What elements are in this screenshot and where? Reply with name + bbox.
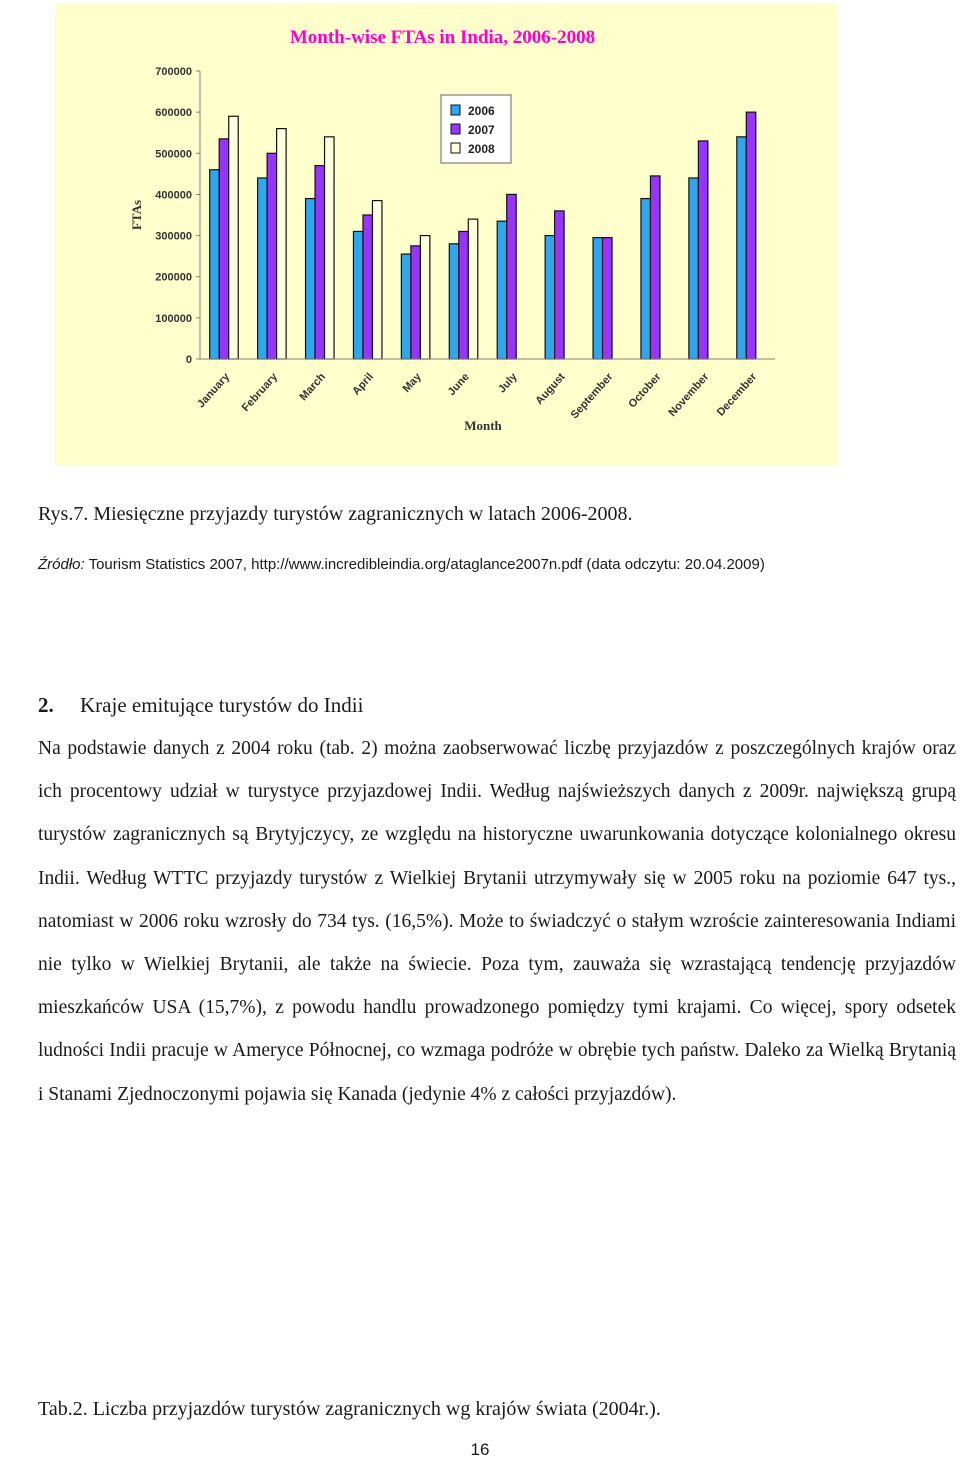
bar-2006-january	[210, 170, 220, 359]
paragraph-line: 4% z całości przyjazdów).	[470, 1083, 677, 1105]
bar-2006-july	[497, 221, 507, 359]
bar-2008-january	[229, 116, 239, 359]
chart-title: Month-wise FTAs in India, 2006-2008	[289, 27, 596, 48]
legend-label-2008: 2008	[468, 142, 495, 156]
bar-2006-june	[449, 244, 459, 359]
bar-2007-january	[219, 139, 229, 359]
y-tick-label: 700000	[155, 66, 192, 78]
paragraph-line: Brytyjczycy, ze względu na historyczne uwarunkowania dotyczące kolonialnego okresu	[255, 824, 957, 846]
y-tick-label: 100000	[155, 312, 192, 325]
paragraph-line: roku na poziomie 647 tys., natomiast w 2006 roku wzrosły do 734 tys. (16,5%). Może to	[38, 867, 957, 932]
bar-2006-december	[737, 137, 747, 359]
bar-2007-august	[555, 211, 565, 359]
x-tick-label: September	[568, 370, 616, 422]
y-tick-label: 200000	[155, 271, 192, 284]
source-text: Tourism Statistics 2007, http://www.incredibleindia.org/ataglance2007n.pdf (data odczytu: 20.04.2009)	[84, 556, 765, 573]
x-tick-label: May	[400, 370, 424, 395]
bar-2007-july	[507, 194, 517, 359]
bar-2007-september	[603, 238, 613, 359]
bar-2006-march	[306, 199, 316, 359]
x-axis-label: Month	[464, 418, 502, 433]
x-tick-label: November	[666, 370, 712, 419]
y-tick-label: 300000	[155, 230, 192, 243]
bar-2006-november	[689, 178, 699, 359]
paragraph-line: poszczególnych krajów oraz ich procentowy udział w turystyce przyjazdowej Indii.	[38, 738, 957, 803]
bar-2006-february	[258, 178, 268, 359]
paragraph-line: państw. Daleko za Wielką Brytanią i Stanami Zjednoczonymi pojawia się Kanada (jedynie	[38, 1040, 956, 1105]
x-tick-label: August	[533, 370, 568, 408]
paragraph-line: świadczyć o stałym wzroście zainteresowania Indiami nie tylko w Wielkiej Brytanii, ale	[38, 910, 956, 976]
paragraph-line: Według najświeższych danych z 2009r. największą grupą turystów zagranicznych są	[38, 781, 956, 846]
section-number: 2.	[38, 693, 54, 717]
bar-2006-september	[593, 238, 603, 359]
x-tick-label: October	[626, 370, 664, 411]
bar-2008-february	[277, 129, 287, 359]
section-heading	[38, 693, 363, 718]
legend-swatch-2007	[451, 124, 460, 134]
bar-2006-may	[401, 254, 411, 359]
paragraph-line: także na świecie. Poza tym, zauważa się wzrastającą tendencję przyjazdów mieszkańców	[38, 954, 956, 1019]
bar-2008-june	[468, 219, 478, 359]
legend-label-2006: 2006	[468, 104, 495, 118]
x-tick-label: December	[714, 370, 760, 419]
chart-figure	[55, 3, 838, 466]
page-number: 16	[470, 1440, 490, 1459]
x-tick-label: January	[195, 370, 233, 411]
bar-2007-november	[698, 141, 708, 359]
y-tick-label: 0	[185, 354, 192, 366]
y-tick-label: 600000	[155, 107, 192, 120]
bar-2007-february	[267, 153, 277, 359]
bar-2008-april	[372, 201, 382, 359]
paragraph-line: USA (15,7%), z powodu handlu prowadzonego pomiędzy tymi krajami. Co więcej, spory	[152, 997, 889, 1019]
figure-source	[38, 556, 765, 573]
paragraph-line: odsetek ludności Indii pracuje w Ameryce Północnej, co wzmaga podróże w obrębie tych	[38, 997, 956, 1062]
bar-2007-october	[650, 176, 660, 359]
bar-2007-december	[746, 112, 756, 359]
x-tick-label: April	[350, 370, 376, 398]
bar-2007-april	[363, 215, 373, 359]
legend-swatch-2006	[451, 105, 460, 115]
y-tick-label: 400000	[155, 189, 192, 202]
paragraph-line: Indii. Według WTTC przyjazdy turystów z Wielkiej Brytanii utrzymywały się w 2005	[38, 867, 733, 889]
bar-2006-october	[641, 199, 651, 359]
legend-swatch-2008	[451, 143, 460, 153]
fta-bar-chart	[55, 3, 838, 466]
x-tick-label: February	[239, 370, 281, 414]
bar-2007-may	[411, 246, 421, 359]
paragraph-line: Na podstawie danych z 2004 roku (tab. 2) można zaobserwować liczbę przyjazdów z	[38, 738, 724, 759]
x-tick-label: June	[445, 370, 472, 399]
y-axis-label: FTAs	[129, 199, 144, 231]
x-tick-label: July	[496, 370, 520, 396]
legend-label-2007: 2007	[468, 123, 495, 137]
bar-2006-april	[353, 231, 363, 359]
bar-2006-august	[545, 236, 555, 359]
source-label: Źródło:	[38, 556, 85, 573]
x-tick-label: March	[297, 370, 329, 404]
body-paragraph	[38, 727, 956, 1116]
section-title: Kraje emitujące turystów do Indii	[80, 693, 364, 717]
bar-2007-june	[459, 231, 469, 359]
table-caption: Tab.2. Liczba przyjazdów turystów zagranicznych wg krajów świata (2004r.).	[38, 1398, 661, 1420]
bar-2008-march	[325, 137, 335, 359]
bar-2007-march	[315, 166, 325, 359]
bar-2008-may	[420, 236, 430, 359]
figure-caption: Rys.7. Miesięczne przyjazdy turystów zagranicznych w latach 2006-2008.	[38, 503, 633, 525]
y-tick-label: 500000	[155, 148, 192, 161]
